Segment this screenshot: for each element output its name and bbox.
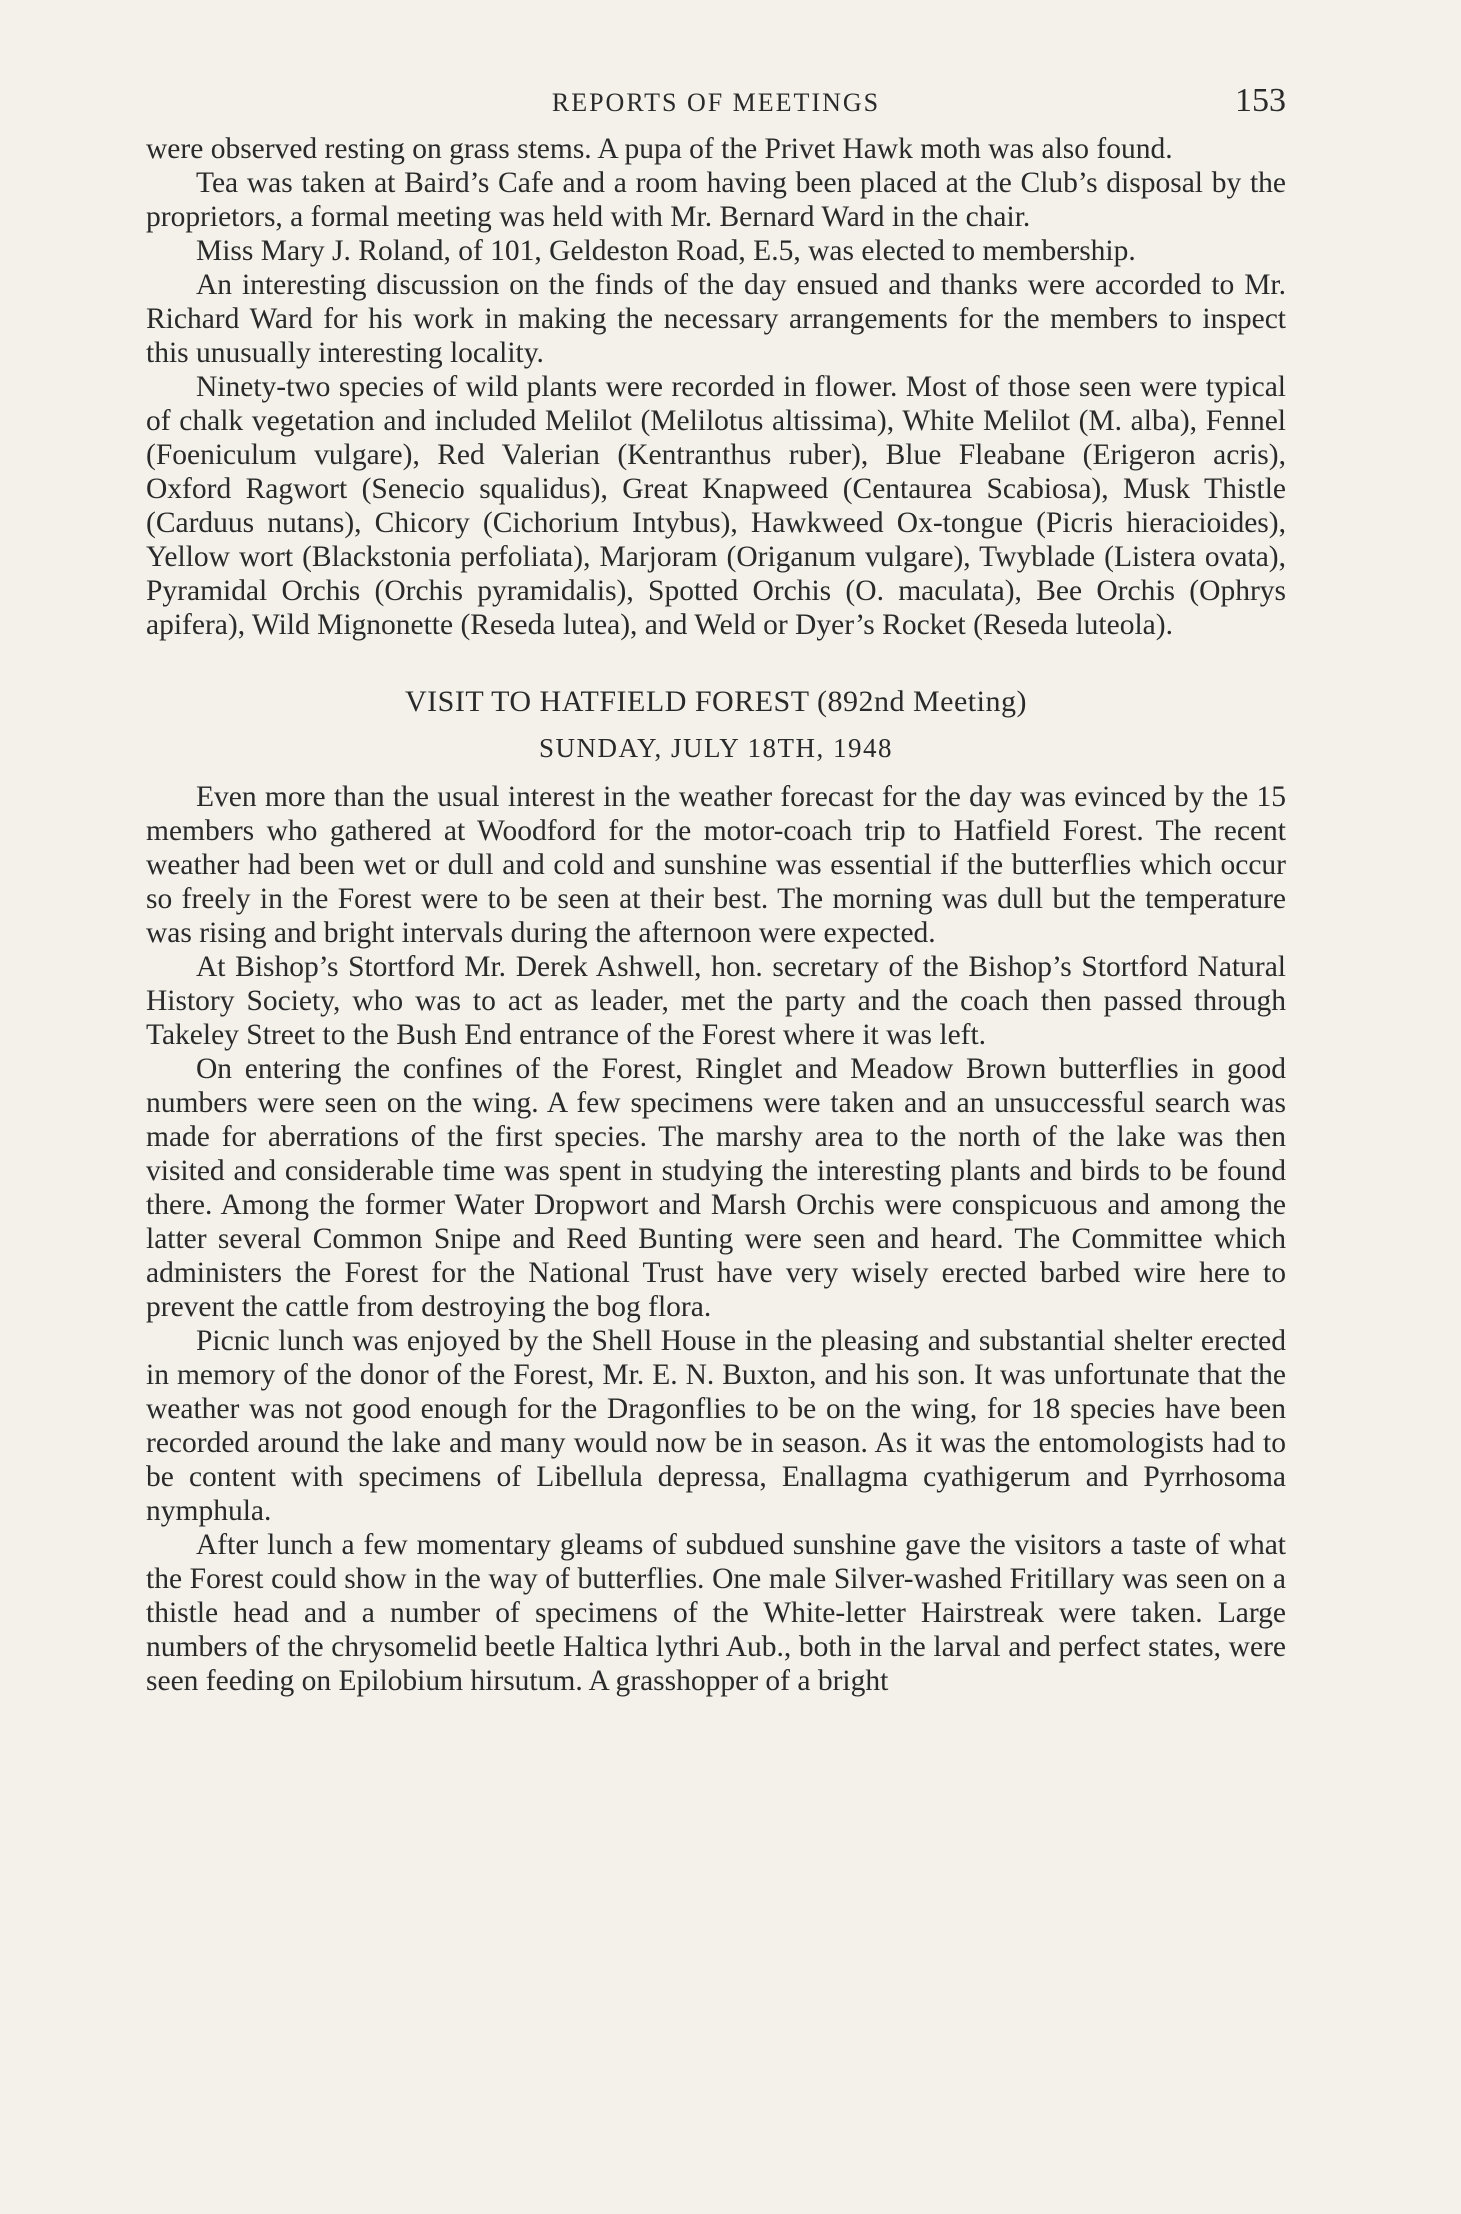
paragraph: Even more than the usual interest in the weather forecast for the day was evinced by the 15 members who gathered at Woodford for the motor-coach trip to Hatfield Forest. The recent weather had been wet or dull and cold and sunshine was essential if the butterflies which occur so freely in the Forest were to be seen at their best. The morning was dull but the temperature was rising and bright intervals during the afternoon were expected. [146, 781, 1286, 949]
paragraph: An interesting discussion on the finds of the day ensued and thanks were accorded to Mr. Richard Ward for his work in making the necessary arrangements for the members to inspect this unusually interesting locality. [146, 269, 1286, 369]
running-header [146, 80, 1286, 132]
paragraph: Picnic lunch was enjoyed by the Shell House in the pleasing and substantial shelter erected in memory of the donor of the Forest, Mr. E. N. Buxton, and his son. It was unfortunate that the weather was not good enough for the Dragonflies to be on the wing, for 18 species have been recorded around the lake and many would now be in season. As it was the entomologists had to be content with specimens of Libellula depressa, Enallagma cyathigerum and Pyrrhosoma nymphula. [146, 1325, 1286, 1527]
running-title: REPORTS OF MEETINGS [551, 88, 881, 117]
paragraph: Miss Mary J. Roland, of 101, Geldeston Road, E.5, was elected to membership. [196, 235, 1136, 267]
paragraph: At Bishop’s Stortford Mr. Derek Ashwell, hon. secretary of the Bishop’s Stortford Natural History Society, who was to act as leader, met the party and the coach then passed through Takeley Street to the Bush End entrance of the Forest where it was left. [146, 951, 1286, 1051]
section-date: SUNDAY, JULY 18TH, 1948 [538, 733, 894, 763]
document-page [146, 80, 1286, 1698]
paragraph: Tea was taken at Baird’s Cafe and a room having been placed at the Club’s disposal by the proprietors, a formal meeting was held with Mr. Bernard Ward in the chair. [146, 167, 1286, 233]
paragraph: After lunch a few momentary gleams of subdued sunshine gave the visitors a taste of what the Forest could show in the way of butterflies. One male Silver-washed Fritillary was seen on a thistle head and a number of specimens of the White-letter Hairstreak were taken. Large numbers of the chrysomelid beetle Haltica lythri Aub., both in the larval and perfect states, were seen feeding on Epilobium hirsutum. A grasshopper of a bright [146, 1529, 1286, 1697]
paragraph: Ninety-two species of wild plants were recorded in flower. Most of those seen were typical of chalk vegetation and included Melilot (Melilotus altissima), White Melilot (M. alba), Fennel (Foeniculum vulgare), Red Valerian (Kentranthus ruber), Blue Fleabane (Erigeron acris), Oxford Ragwort (Senecio squalidus), Great Knapweed (Centaurea Scabiosa), Musk Thistle (Carduus nutans), Chicory (Cichorium Intybus), Hawkweed Ox-tongue (Picris hieracioides), Yellow wort (Blackstonia perfoliata), Marjoram (Origanum vulgare), Twyblade (Listera ovata), Pyramidal Orchis (Orchis pyramidalis), Spotted Orchis (O. maculata), Bee Orchis (Ophrys apifera), Wild Mignonette (Reseda lutea), and Weld or Dyer’s Rocket (Reseda luteola). [146, 371, 1286, 641]
paragraph: On entering the confines of the Forest, Ringlet and Meadow Brown butterflies in good numbers were seen on the wing. A few specimens were taken and an unsuccessful search was made for aberrations of the first species. The marshy area to the north of the lake was then visited and considerable time was spent in studying the interesting plants and birds to be found there. Among the former Water Dropwort and Marsh Orchis were conspicuous and among the latter several Common Snipe and Reed Bunting were seen and heard. The Committee which administers the Forest for the National Trust have very wisely erected barbed wire here to prevent the cattle from destroying the bog flora. [146, 1053, 1286, 1323]
paragraph: were observed resting on grass stems. A pupa of the Privet Hawk moth was also found. [146, 133, 1173, 165]
report-continuation [146, 132, 1286, 642]
page-number: 153 [1235, 82, 1286, 119]
report-hatfield-forest [146, 682, 1286, 1698]
section-title: VISIT TO HATFIELD FOREST (892nd Meeting) [405, 685, 1027, 718]
